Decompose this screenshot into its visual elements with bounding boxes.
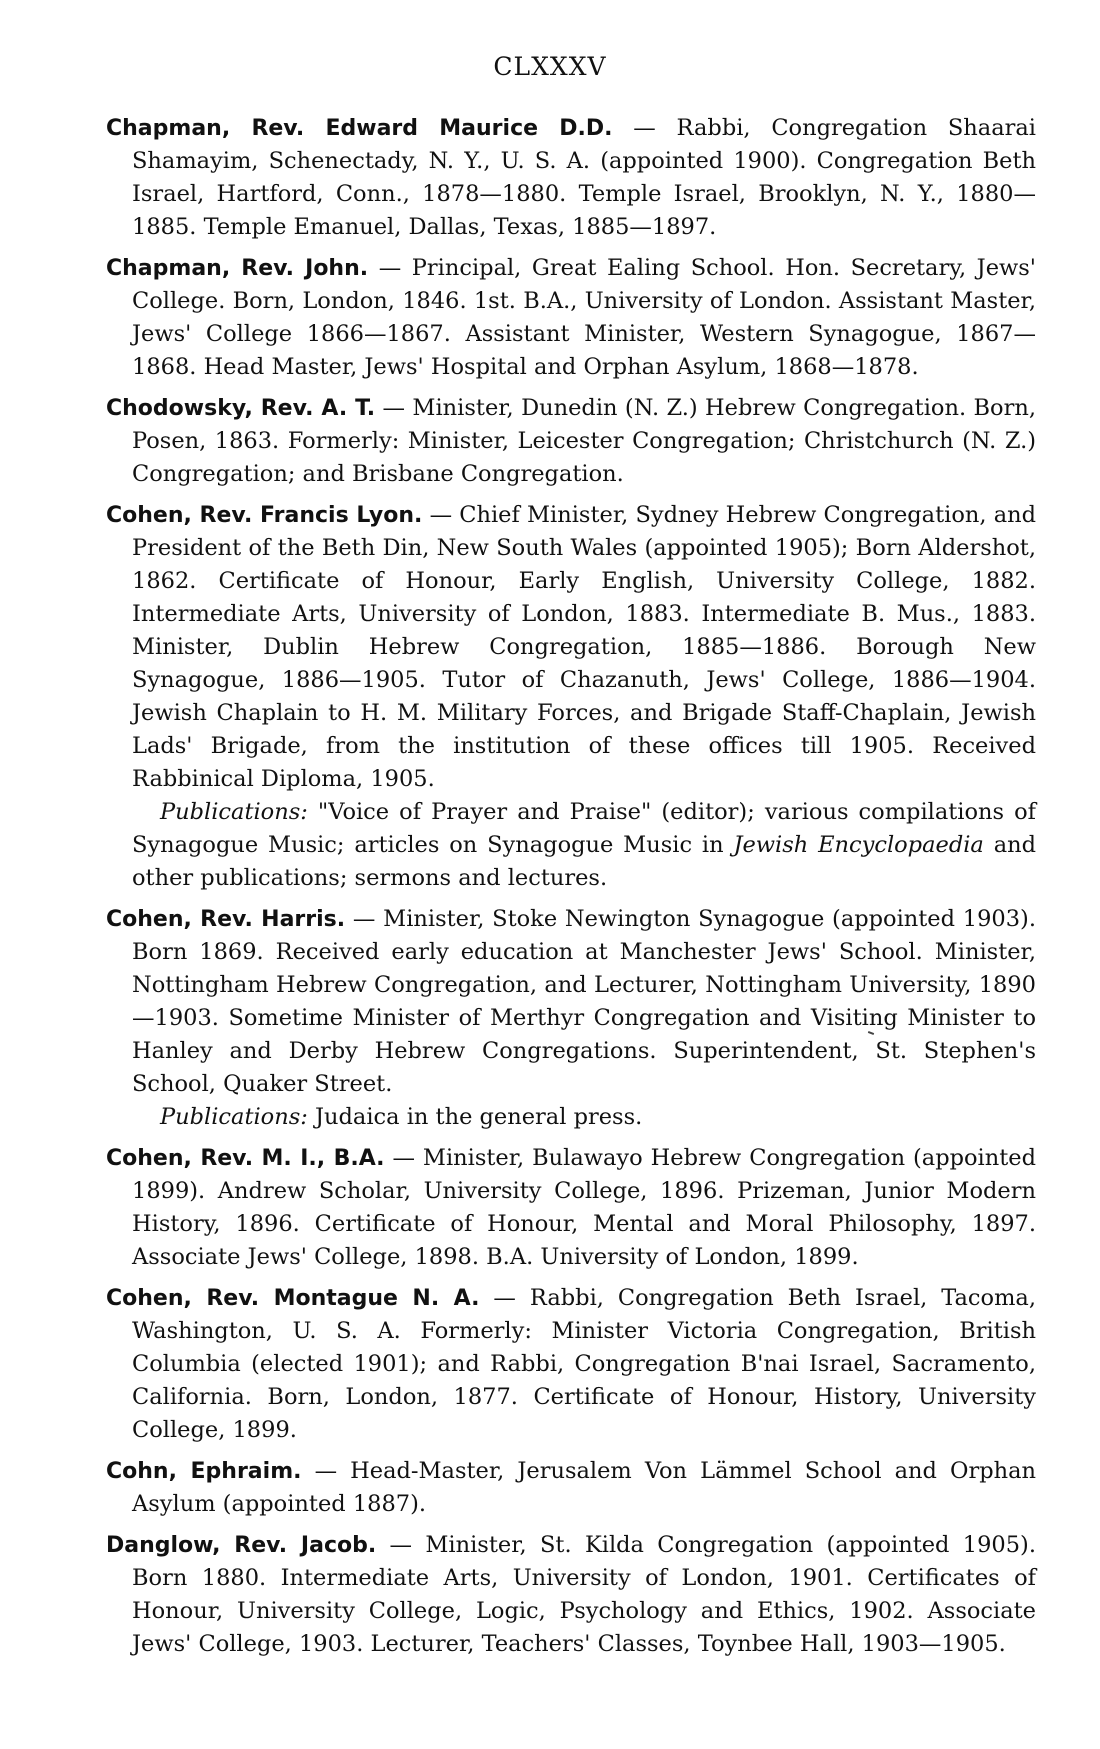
entry-cohen-francis — [106, 499, 1036, 796]
entry-chodowsky — [106, 392, 1036, 491]
publications-cohen-francis — [106, 796, 1036, 895]
entry-cohen-montague — [106, 1282, 1036, 1447]
entry-text: — Rabbi, Congregation Beth Israel, Tacoma, Washington, U. S. A. Formerly: Minister Victoria Congregation, British Columbia (elected 1901); and Rabbi, Congregation B'nai Israel, Sacramento, California. Born, London, 1877. Certificate of Honour, History, University College, 1899. — [132, 1285, 1036, 1443]
publications-text-end: and other publications; sermons and lectures. — [132, 832, 1037, 891]
entry-text: — Minister, Dunedin (N. Z.) Hebrew Congregation. Born, Posen, 1863. Formerly: Minister, Leicester Congregation; Christchurch (N. Z.) Congregation; and Brisbane Congregation. — [132, 395, 1036, 487]
publications-label: Publications: — [160, 1104, 308, 1130]
entry-name: Cohn, Ephraim. — [106, 1459, 302, 1484]
publications-cohen-harris — [106, 1101, 1036, 1134]
entry-text: — Principal, Great Ealing School. Hon. Secretary, Jews' College. Born, London, 1846. 1st. B.A., University of London. Assistant Master, Jews' College 1866—1867. Assistant Minister, Western Synagogue, 1867—1868. Head Master, Jews' Hospital and Orphan Asylum, 1868—1878. — [132, 255, 1036, 380]
entry-name: Cohen, Rev. Harris. — [106, 907, 346, 932]
entry-chapman-john — [106, 252, 1036, 384]
entry-name: Danglow, Rev. Jacob. — [106, 1533, 377, 1558]
entry-name: Chodowsky, Rev. A. T. — [106, 396, 376, 421]
publications-label: Publications: — [160, 799, 308, 825]
entry-chapman-edward — [106, 112, 1036, 244]
entry-cohen-harris — [106, 903, 1036, 1101]
entry-name: Chapman, Rev. John. — [106, 256, 369, 281]
biography-entries — [106, 112, 1036, 1669]
entry-cohen-mi — [106, 1142, 1036, 1274]
entry-danglow-jacob — [106, 1529, 1036, 1661]
entry-text: — Minister, Bulawayo Hebrew Congregation (appointed 1899). Andrew Scholar, University College, 1896. Prizeman, Junior Modern History, 1896. Certificate of Honour, Mental and Moral Philosophy, 1897. Associate Jews' College, 1898. B.A. University of London, 1899. — [132, 1145, 1036, 1270]
publications-text: Judaica in the general press. — [315, 1104, 643, 1130]
entry-text: — Chief Minister, Sydney Hebrew Congregation, and President of the Beth Din, New South Wales (appointed 1905); Born Aldershot, 1862. Certificate of Honour, Early English, University College, 1882. Intermediate Arts, University of London, 1883. Intermediate B. Mus., 1883. Minister, Dublin Hebrew Congregation, 1885—1886. Borough New Synagogue, 1886—1905. Tutor of Chazanuth, Jews' College, 1886—1904. Jewish Chaplain to H. M. Military Forces, and Brigade Staff-Chaplain, Jewish Lads' Brigade, from the institution of these offices till 1905. Received Rabbinical Diploma, 1905. — [132, 502, 1037, 792]
entry-text: — Minister, St. Kilda Congregation (appointed 1905). Born 1880. Intermediate Arts, University of London, 1901. Certificates of Honour, University College, Logic, Psychology and Ethics, 1902. Associate Jews' College, 1903. Lecturer, Teachers' Classes, Toynbee Hall, 1903—1905. — [132, 1532, 1036, 1657]
page-number: CLXXXV — [493, 52, 607, 81]
entry-text: — Head-Master, Jerusalem Von Lämmel School and Orphan Asylum (appointed 1887). — [132, 1458, 1036, 1517]
entry-text: — Minister, Stoke Newington Synagogue (appointed 1903). Born 1869. Received early education at Manchester Jews' School. Minister, Nottingham Hebrew Congregation, and Lecturer, Nottingham University, 1890—1903. Sometime Minister of Merthyr Congregation and Visiting Minister to Hanley and Derby Hebrew Congregations. Superintendent, St. Stephen's School, Quaker Street. — [132, 906, 1036, 1097]
entry-name: Cohen, Rev. Montague N. A. — [106, 1286, 480, 1311]
entry-text: — Rabbi, Congregation Shaarai Shamayim, Schenectady, N. Y., U. S. A. (appointed 1900). Congregation Beth Israel, Hartford, Conn., 1878—1880. Temple Israel, Brooklyn, N. Y., 1880—1885. Temple Emanuel, Dallas, Texas, 1885—1897. — [132, 115, 1036, 240]
entry-name: Cohen, Rev. Francis Lyon. — [106, 503, 423, 528]
publication-title: Jewish Encyclopaedia — [733, 832, 984, 858]
entry-cohn-ephraim — [106, 1455, 1036, 1521]
publications-text: "Voice of Prayer and Praise" (editor); various compilations of Synagogue Music; articles on Synagogue Music in — [132, 799, 1036, 858]
entry-name: Cohen, Rev. M. I., B.A. — [106, 1146, 385, 1171]
entry-name: Chapman, Rev. Edward Maurice D.D. — [106, 116, 613, 141]
